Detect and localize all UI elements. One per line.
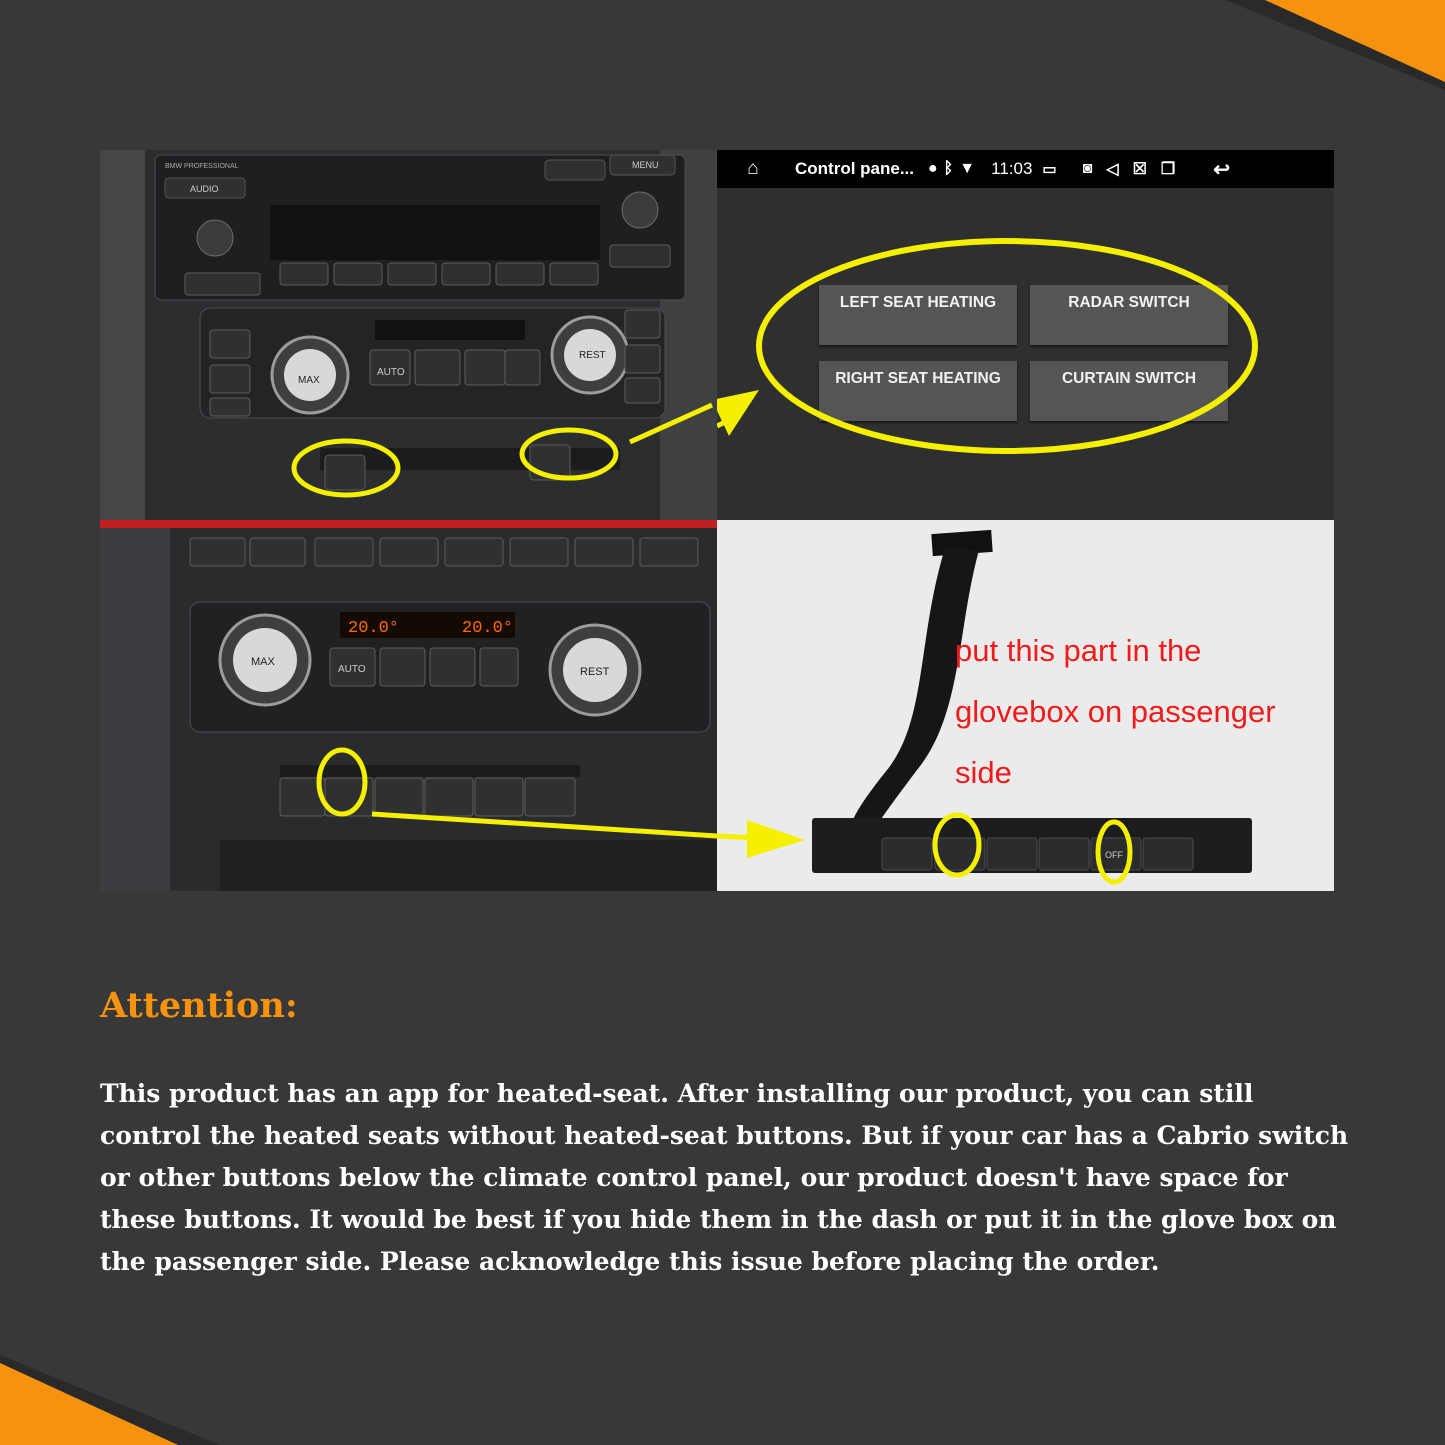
- glovebox-switch-photo: [717, 520, 1334, 891]
- dashboard-photo-bottom: [100, 520, 717, 891]
- image-collage: [100, 150, 1334, 891]
- radar-switch-button[interactable]: RADAR SWITCH: [1030, 285, 1228, 345]
- battery-icon: ▭: [1042, 161, 1057, 178]
- left-seat-heating-button[interactable]: LEFT SEAT HEATING: [819, 285, 1017, 345]
- app-title: Control pane...: [795, 159, 914, 178]
- curtain-switch-button[interactable]: CURTAIN SWITCH: [1030, 361, 1228, 421]
- wifi-icon: ▼: [959, 160, 976, 177]
- home-icon[interactable]: ⌂: [747, 158, 759, 179]
- clock-time: 11:03: [991, 159, 1033, 178]
- dashboard-illustration-top: [100, 150, 717, 520]
- rest-label: REST: [579, 350, 606, 361]
- auto-label: AUTO: [377, 367, 405, 378]
- temp-left-display: 20.0°: [348, 619, 400, 638]
- menu-label: MENU: [632, 160, 659, 170]
- auto-label-bottom: AUTO: [338, 664, 366, 675]
- bluetooth-icon: ᛒ: [943, 160, 954, 177]
- dashboard-photo-top: [100, 150, 717, 520]
- top-right-corner-decoration: [1225, 0, 1445, 90]
- recent-apps-icon[interactable]: ❐: [1160, 161, 1176, 178]
- volume-icon[interactable]: ◁: [1106, 161, 1119, 178]
- rest-label-bottom: REST: [580, 666, 610, 678]
- status-bar: [717, 150, 1334, 188]
- max-label-bottom: MAX: [251, 656, 275, 668]
- back-icon[interactable]: ↩: [1213, 158, 1231, 181]
- max-label: MAX: [298, 375, 320, 386]
- close-app-icon[interactable]: ☒: [1132, 161, 1147, 178]
- arrow-head: [717, 390, 759, 436]
- annotation-overlay: [717, 150, 1334, 520]
- location-icon: ●: [928, 160, 938, 177]
- camera-icon[interactable]: ◙: [1082, 160, 1093, 177]
- right-seat-heating-button[interactable]: RIGHT SEAT HEATING: [819, 361, 1017, 421]
- temp-right-display: 20.0°: [462, 619, 514, 638]
- audio-label: AUDIO: [190, 184, 219, 194]
- attention-body: This product has an app for heated-seat. After installing our product, you can still control the heated seats without heated-seat buttons. But if your car has a Cabrio switch or other buttons below the climate control panel, our product doesn't have space for these buttons. It would be best if you hide them in the dash or put it in the glove box on the passenger side. Please acknowledge this issue before placing the order.: [100, 1079, 1349, 1276]
- dashboard-illustration-bottom: [100, 520, 717, 891]
- android-control-panel-screen: [717, 150, 1334, 520]
- bottom-left-corner-decoration: [0, 1355, 220, 1445]
- brand-label: BMW PROFESSIONAL: [165, 163, 239, 170]
- glovebox-instruction-note: put this part in the glovebox on passenger side: [955, 633, 1276, 790]
- attention-heading: Attention:: [100, 985, 298, 1026]
- off-label: OFF: [1105, 850, 1123, 860]
